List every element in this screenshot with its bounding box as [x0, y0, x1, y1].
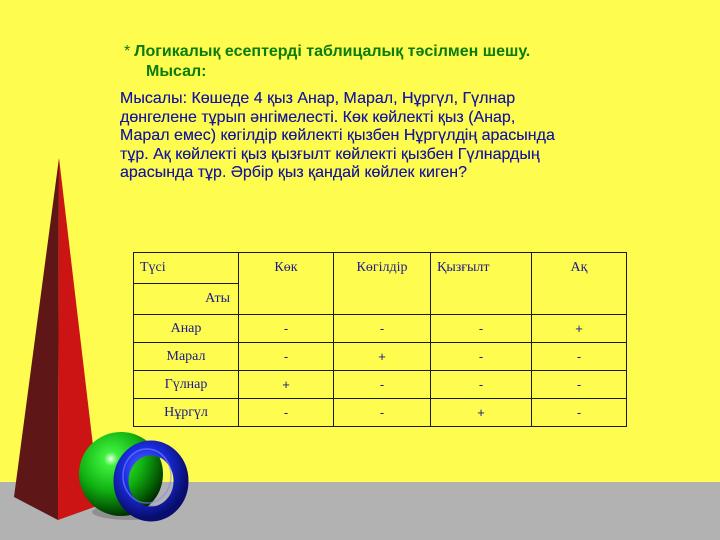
bullet-star: * — [124, 43, 131, 60]
cell-mark: - — [239, 343, 334, 371]
table-row — [134, 371, 627, 399]
cell-mark: - — [334, 315, 431, 343]
row-name: Гүлнар — [134, 371, 239, 399]
problem-line: тұр. Ақ көйлекті қыз қызғылт көйлекті қызбен Гүлнардың — [120, 145, 540, 163]
table-row — [134, 399, 627, 427]
cell-mark: - — [431, 343, 532, 371]
cell-mark: + — [334, 343, 431, 371]
corner-name-label: Аты — [134, 284, 239, 315]
column-header: Көгілдір — [334, 253, 431, 315]
problem-line: Марал емес) көгілдір көйлекті қызбен Нұргүлдің арасында — [120, 127, 555, 144]
cell-mark: + — [532, 315, 627, 343]
problem-line: арасында тұр. Әрбір қыз қандай көйлек киген? — [120, 164, 468, 181]
slide-title — [124, 42, 624, 82]
row-name: Нұргүл — [134, 399, 239, 427]
cell-mark: - — [431, 315, 532, 343]
cell-mark: + — [239, 371, 334, 399]
column-header: Ақ — [532, 253, 627, 315]
logic-table — [133, 252, 627, 427]
cell-mark: - — [334, 399, 431, 427]
table-row — [134, 315, 627, 343]
cell-mark: - — [334, 371, 431, 399]
cell-mark: - — [532, 371, 627, 399]
problem-line: дөнгелене тұрып әнгімелесті. Көк көйлекті қыз (Анар, — [120, 108, 516, 126]
cell-mark: + — [431, 399, 532, 427]
title-line-1: Логикалық есептерді таблицалық тәсілмен шешу. — [134, 43, 531, 60]
cell-mark: - — [532, 343, 627, 371]
cell-mark: - — [431, 371, 532, 399]
row-name: Анар — [134, 315, 239, 343]
corner-color-label: Түсі — [134, 253, 239, 284]
row-name: Марал — [134, 343, 239, 371]
cell-mark: - — [239, 399, 334, 427]
problem-line: Мысалы: Көшеде 4 қыз Анар, Марал, Нұргүл, Гүлнар — [120, 90, 516, 107]
cell-mark: - — [239, 315, 334, 343]
column-header: Көк — [239, 253, 334, 315]
table-header-row — [134, 253, 627, 284]
column-header: Қызғылт — [431, 253, 532, 315]
problem-text — [120, 90, 630, 183]
table-row — [134, 343, 627, 371]
cell-mark: - — [532, 399, 627, 427]
title-line-2: Мысал: — [146, 63, 207, 80]
